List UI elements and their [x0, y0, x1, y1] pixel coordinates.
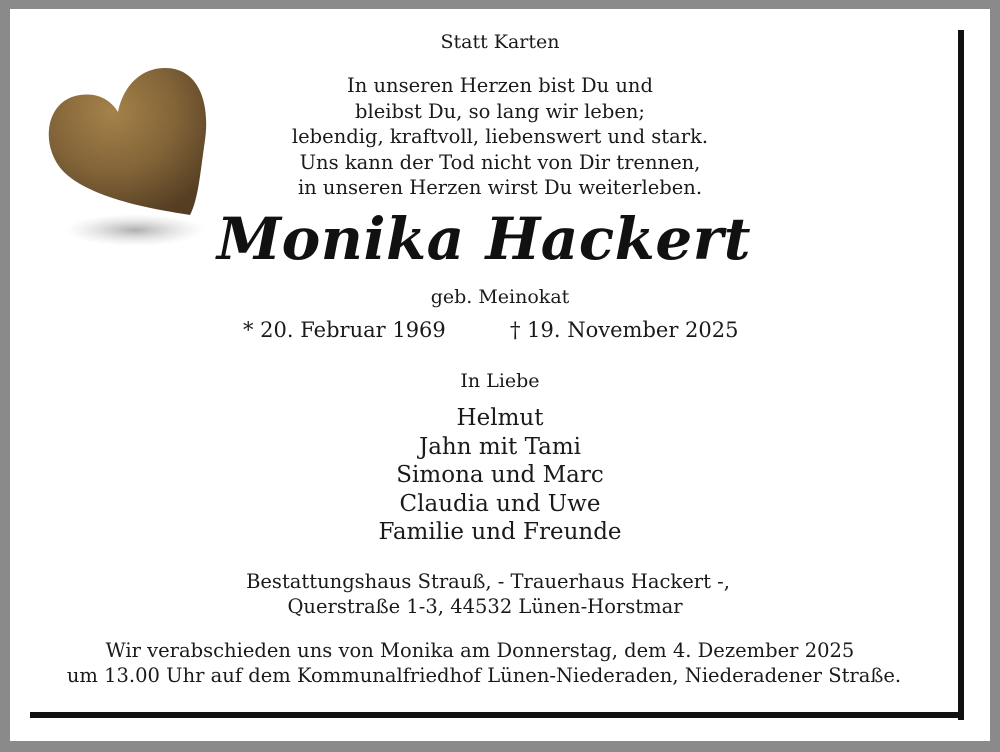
mourner-name: Familie und Freunde — [378, 519, 622, 545]
poem-line: Uns kann der Tod nicht von Dir trennen, — [299, 150, 701, 174]
birth-date: * 20. Februar 1969 — [243, 318, 446, 342]
poem-line: in unseren Herzen wirst Du weiterleben. — [297, 176, 703, 199]
mourner-name: Claudia und Uwe — [399, 490, 601, 517]
mourners-intro: In Liebe — [460, 370, 540, 392]
poem-line: In unseren Herzen bist Du und — [347, 74, 653, 97]
farewell-line: um 13.00 Uhr auf dem Kommunalfriedhof Lünen-Niederaden, Niederadener Straße. — [66, 664, 902, 687]
poem-line: bleibst Du, so lang wir leben; — [354, 99, 646, 123]
death-date: † 19. November 2025 — [510, 318, 739, 342]
farewell-line: Wir verabschieden uns von Monika am Donnerstag, dem 4. Dezember 2025 — [105, 639, 855, 662]
maiden-name: geb. Meinokat — [430, 286, 570, 308]
funeral-home-line: Bestattungshaus Strauß, - Trauerhaus Hackert -, — [246, 570, 730, 593]
header-note: Statt Karten — [440, 31, 560, 53]
funeral-home-line: Querstraße 1-3, 44532 Lünen-Horstmar — [287, 595, 683, 618]
frame-shadow-bottom — [30, 712, 964, 718]
poem-line: lebendig, kraftvoll, liebenswert und stark. — [291, 125, 709, 148]
mourner-name: Jahn mit Tami — [418, 433, 582, 460]
mourner-name: Simona und Marc — [396, 462, 604, 488]
deceased-name: Monika Hackert — [216, 205, 752, 273]
mourner-name: Helmut — [456, 405, 544, 431]
